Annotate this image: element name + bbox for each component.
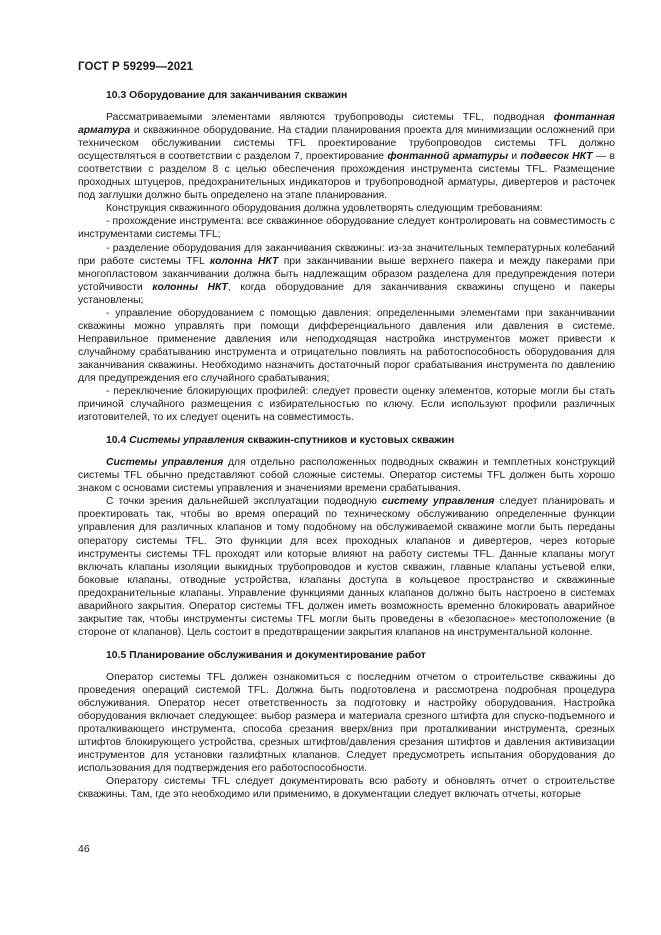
list-item <box>78 242 615 307</box>
term-emphasis: фонтанной арматуры <box>387 151 509 163</box>
text-run: , когда оборудование для заканчивания скважины спущено и пакеры установлены; <box>78 281 616 306</box>
term-emphasis: колонна НКТ <box>209 255 279 267</box>
text-run: - управление оборудованием с помощью давления: определенными элементами при заканчивании скважины можно управлять при помощи дифференциального давления или давления в системе. Неправильное применение давления или неподходящая настройка инструментов может привести к случайному срабатыванию инструмента и отрицательно повлиять на работоспособность оборудования для заканчивания скважины. Необходимо назначить достаточный порог срабатывания инструмента по давлению для предупреждения его случайного срабатывания; <box>78 307 615 384</box>
paragraph <box>78 202 615 215</box>
paragraph <box>78 495 615 639</box>
paragraph <box>78 775 615 801</box>
section-10-5 <box>78 649 615 802</box>
text-run: С точки зрения дальнейшей эксплуатации подводную <box>106 496 382 508</box>
paragraph <box>78 671 615 775</box>
paragraph <box>78 456 615 495</box>
document-code: ГОСТ Р 59299—2021 <box>78 61 194 73</box>
text-run: Рассматриваемыми элементами являются трубопроводы системы TFL, подводная <box>106 112 554 124</box>
paragraph <box>78 111 615 202</box>
text-run: Оператор системы TFL должен ознакомиться с последним отчетом о строительстве скважины до проведения операций системой TFL. Должна быть подготовлена и рассмотрена подробная процедура обслуживания. Оператор несет ответственность за подготовку и настройку оборудования. Настройка оборудования включает следующее: выбор размера и материала срезного штифта для спуско-подъемного и проталкивающего инструмента, способа срезания вверх/вниз при проталкивании инструмента, срезных штифтов блокирующего устройства, срезных штифтов/давления срезания штифтов и давления активизации инструментов для установки газлифтных клапанов. Следует предусмотреть испытания оборудования до использования для подтверждения его работоспособности. <box>78 671 615 775</box>
term-emphasis: колонны НКТ <box>152 281 228 293</box>
text-run: 10.4 <box>106 435 130 447</box>
page-number: 46 <box>78 843 90 855</box>
term-emphasis: Системы управления <box>129 435 245 447</box>
text-run: - разделение оборудования для заканчивания скважины: из-за значительных температурных колебаний при работе системы TFL <box>78 242 615 267</box>
list-item <box>78 215 615 241</box>
term-emphasis: Системы управления <box>106 457 224 469</box>
text-run: и <box>508 151 521 163</box>
text-run: Оператору системы TFL следует документировать всю работу и обновлять отчет о строительстве скважины. Там, где это необходимо или применимо, в документации следует включать отчеты, которые <box>78 776 615 801</box>
section-title <box>78 434 615 447</box>
text-run: Конструкция скважинного оборудования должна удовлетворять следующим требованиям: <box>106 203 543 215</box>
text-run: следует планировать и проектировать так, чтобы во время операций по техническому обслуживанию определенные функции управления для различных клапанов и тому подобному на обслуживаемой скважине могли быть переданы оператору системы TFL. Это функции для всех проходных клапанов и дивертеров, через которые инструменты системы TFL проходят или которые влияют на работу системы TFL. Данные клапаны могут включать клапаны изоляции выкидных трубопроводов и кустов скважин, главные клапаны устьевой елки, боковые клапаны, отводные устройства, клапаны доступа в кольцевое пространство и скважинные предохранительные клапаны. Управление функциями данных клапанов должно быть настроено в системах аварийного закрытия. Оператор системы TFL должен иметь возможность временно блокировать аварийное закрытие так, чтобы инструменты системы TFL могли быть проведены в «безопасное» местоположение (в стороне от клапанов). Цель состоит в предотвращении закрытия клапанов на инструментальной колонне. <box>78 496 615 638</box>
text-run: - переключение блокирующих профилей: следует провести оценку элементов, которые могли бы стать причиной случайного размещения с избирательностью по ключу. Если используют профили различных изготовителей, то их следует оценить на совместимость. <box>78 386 615 424</box>
text-run: — в соответствии с разделом 8 с целью обеспечения прохождения инструмента системы TFL. Размещение проходных штуцеров, предохранительных индикаторов и трубопроводной арматуры, дивертеров и расточек под заглушки должно быть определено на этапе планирования. <box>78 151 615 202</box>
section-title: 10.5 Планирование обслуживания и документирование работ <box>106 649 426 661</box>
term-emphasis: систему управления <box>381 496 495 508</box>
section-title: 10.3 Оборудование для заканчивания скважин <box>106 90 348 101</box>
section-10-4 <box>78 434 615 639</box>
list-item <box>78 307 615 385</box>
term-emphasis: подвесок НКТ <box>520 151 593 163</box>
text-run: и скважинное оборудование. На стадии планирования проекта для минимизации осложнений при техническом обслуживании системы TFL проектирование трубопроводов системы TFL должно осуществляться в соответствии с разделом 7, проектирование <box>78 125 615 163</box>
term-emphasis: фонтанная арматура <box>78 112 615 137</box>
text-run: при заканчивании выше верхнего пакера и между пакерами при многопластовом заканчивании должна быть надлежащим образом разделена для предупреждения потери устойчивости <box>78 255 615 293</box>
text-run: - прохождение инструмента: все скважинное оборудование следует контролировать на совместимость с инструментами системы TFL; <box>78 216 615 241</box>
text-run: для отдельно расположенных подводных скважин и темплетных конструкций системы TFL обычно представляют собой сложные системы. Оператор системы TFL должен быть хорошо знаком с основами системы управления и значениями времени срабатывания. <box>78 457 615 495</box>
text-run: скважин-спутников и кустовых скважин <box>244 435 455 447</box>
list-item <box>78 385 615 424</box>
document-body <box>78 89 615 801</box>
section-10-3 <box>78 89 615 424</box>
